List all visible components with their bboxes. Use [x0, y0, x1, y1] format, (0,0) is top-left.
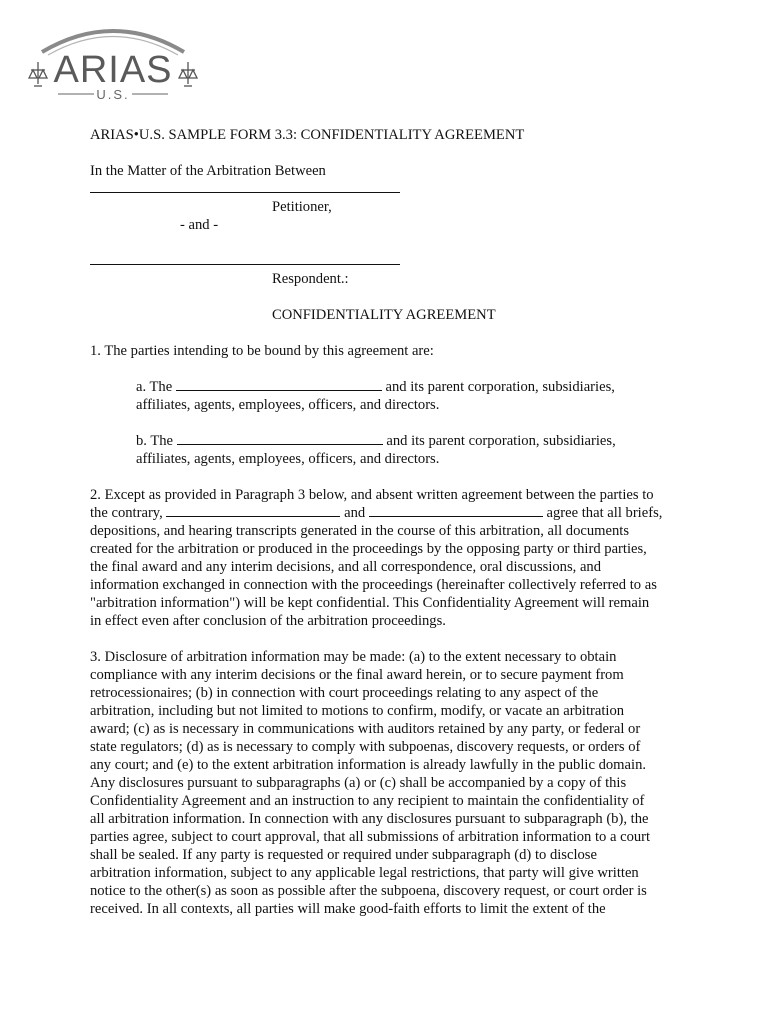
- p3-line: notice to the other(s) as soon as possible after the subpoena, discovery request, or court order is: [90, 883, 647, 899]
- petitioner-blank[interactable]: [90, 180, 400, 193]
- party-b-line2: affiliates, agents, employees, officers, and directors.: [136, 451, 440, 467]
- party-b-blank[interactable]: [177, 432, 383, 445]
- p3-line: shall be sealed. If any party is requested or required under subparagraph (d) to disclose: [90, 847, 597, 863]
- p2-and: and: [344, 505, 366, 521]
- svg-text:U.S.: U.S.: [96, 87, 130, 102]
- party-b: [136, 432, 690, 468]
- p3-line: retrocessionaires; (b) in connection with court proceedings relating to any aspect of the: [90, 685, 599, 701]
- petitioner-label: Petitioner,: [272, 199, 332, 215]
- party-a-prefix: a. The: [136, 379, 173, 395]
- respondent-label: Respondent.:: [272, 271, 349, 287]
- form-title: ARIAS•U.S. SAMPLE FORM 3.3: CONFIDENTIALITY AGREEMENT: [90, 127, 525, 143]
- p2-line: information exchanged in connection with the proceedings (hereinafter collectively referred to as: [90, 577, 657, 593]
- respondent-blank[interactable]: [90, 252, 400, 265]
- p2-line: 2. Except as provided in Paragraph 3 below, and absent written agreement between the parties to: [90, 487, 654, 503]
- svg-text:ARIAS: ARIAS: [53, 49, 173, 91]
- p3-line: arbitration information, subject to any applicable legal restrictions, that party will give written: [90, 865, 639, 881]
- p3-line: state regulators; (d) as is necessary to comply with subpoenas, discovery requests, or orders of: [90, 739, 641, 755]
- p3-line: Confidentiality Agreement and an instruction to any recipient to maintain the confidentiality of: [90, 793, 645, 809]
- p3-line: 3. Disclosure of arbitration information may be made: (a) to the extent necessary to obtain: [90, 649, 617, 665]
- p2-agree: agree that all briefs,: [546, 505, 663, 521]
- p3-line: arbitration, including but not limited to motions to confirm, modify, or vacate an arbitration: [90, 703, 625, 719]
- p3-line: Any disclosures pursuant to subparagraphs (a) or (c) shall be accompanied by a copy of this: [90, 775, 627, 791]
- party-a-suffix: and its parent corporation, subsidiaries,: [385, 379, 615, 395]
- p2-line: the final award and any interim decisions, and all correspondence, oral discussions, and: [90, 559, 602, 575]
- p2-blank-2[interactable]: [369, 504, 543, 517]
- p2-line: in effect even after conclusion of the arbitration proceedings.: [90, 613, 446, 629]
- arias-logo: [28, 22, 198, 108]
- party-b-prefix: b. The: [136, 433, 174, 449]
- party-b-suffix: and its parent corporation, subsidiaries,: [386, 433, 616, 449]
- p2-line: "arbitration information") will be kept confidential. This Confidentiality Agreement will remain: [90, 595, 650, 611]
- p3-line: award; (c) as is necessary in communications with auditors retained by any party, or federal or: [90, 721, 641, 737]
- agreement-heading: CONFIDENTIALITY AGREEMENT: [272, 307, 496, 323]
- party-a: [136, 378, 690, 414]
- party-a-line2: affiliates, agents, employees, officers, and directors.: [136, 397, 440, 413]
- p3-line: any court; and (e) to the extent arbitration information is already lawfully in the public domain.: [90, 757, 647, 773]
- p3-line: all arbitration information. In connection with any disclosures pursuant to subparagraph (b), the: [90, 811, 649, 827]
- p2-blank-1[interactable]: [166, 504, 340, 517]
- paragraph-3: [90, 648, 690, 918]
- p3-line: compliance with any interim decisions or the final award herein, or to secure payment from: [90, 667, 624, 683]
- p2-contrary: the contrary,: [90, 505, 163, 521]
- p2-line: created for the arbitration or produced in the proceedings by the opposing party or third parties,: [90, 541, 647, 557]
- paragraph-1-intro: 1. The parties intending to be bound by this agreement are:: [90, 343, 434, 359]
- party-a-blank[interactable]: [176, 378, 382, 391]
- matter-line: In the Matter of the Arbitration Between: [90, 163, 326, 179]
- p3-line: parties agree, subject to court approval, that all submissions of arbitration information to a court: [90, 829, 651, 845]
- document-body: [90, 126, 690, 918]
- p3-line: received. In all contexts, all parties will make good-faith efforts to limit the extent of the: [90, 901, 606, 917]
- p2-line: depositions, and hearing transcripts generated in the course of this arbitration, all documents: [90, 523, 630, 539]
- paragraph-2: [90, 486, 690, 630]
- and-separator: - and -: [180, 217, 219, 233]
